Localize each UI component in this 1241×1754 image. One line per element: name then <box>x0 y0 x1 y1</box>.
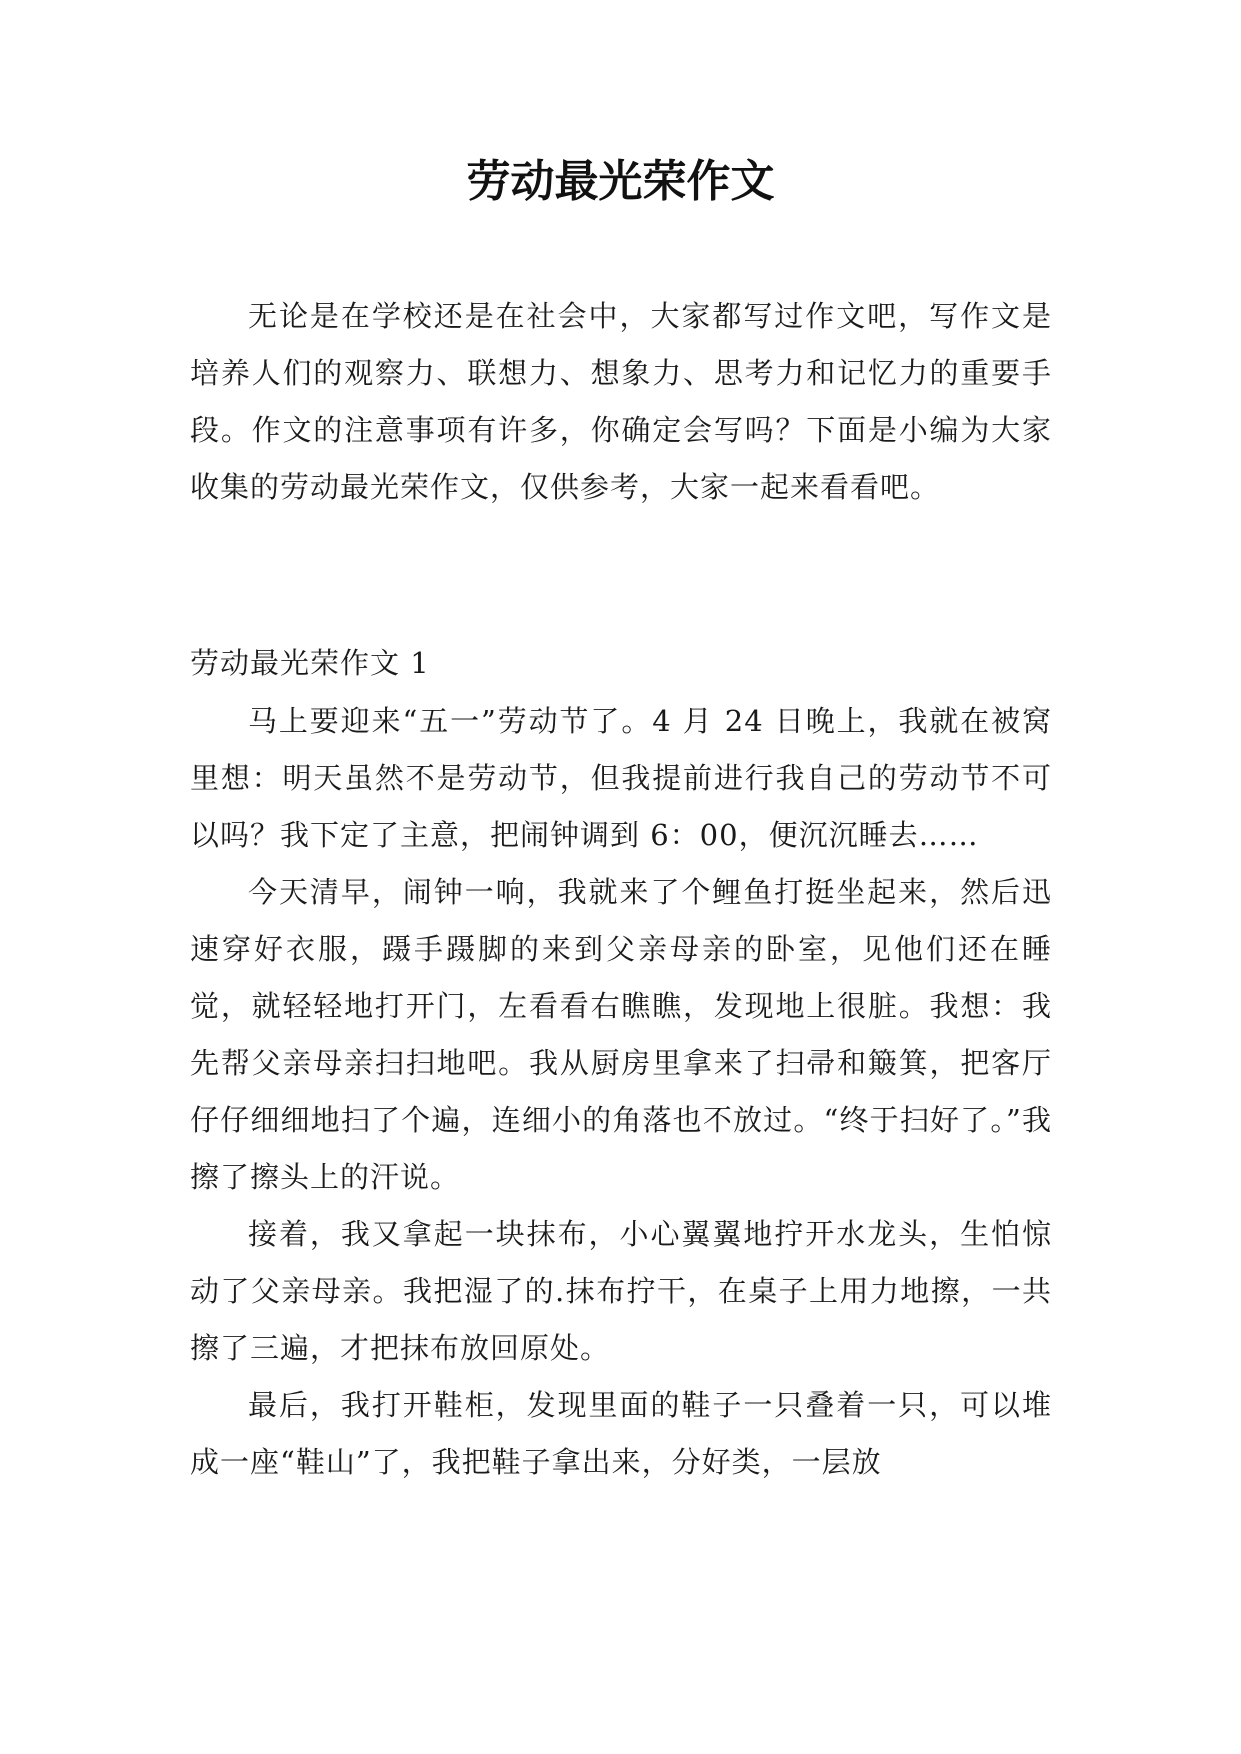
intro-block <box>190 288 1052 516</box>
section-heading: 劳动最光荣作文 1 <box>190 646 430 680</box>
essay-paragraph: 马上要迎来“五一”劳动节了。4 月 24 日晚上，我就在被窝里想：明天虽然不是劳动节，但我提前进行我自己的劳动节不可以吗？我下定了主意，把闹钟调到 6：00，便沉沉睡去…… <box>190 704 1052 852</box>
essay-paragraph: 最后，我打开鞋柜，发现里面的鞋子一只叠着一只，可以堆成一座“鞋山”了，我把鞋子拿出来，分好类，一层放 <box>190 1388 1052 1479</box>
essay-paragraph: 今天清早，闹钟一响，我就来了个鲤鱼打挺坐起来，然后迅速穿好衣服，蹑手蹑脚的来到父亲母亲的卧室，见他们还在睡觉，就轻轻地打开门，左看看右瞧瞧，发现地上很脏。我想：我先帮父亲母亲扫扫地吧。我从厨房里拿来了扫帚和簸箕，把客厅仔仔细细地扫了个遍，连细小的角落也不放过。“终于扫好了。”我擦了擦头上的汗说。 <box>190 875 1052 1194</box>
essay-paragraph: 接着，我又拿起一块抹布，小心翼翼地拧开水龙头，生怕惊动了父亲母亲。我把湿了的.抹布拧干，在桌子上用力地擦，一共擦了三遍，才把抹布放回原处。 <box>190 1217 1052 1365</box>
intro-paragraph: 无论是在学校还是在社会中，大家都写过作文吧，写作文是培养人们的观察力、联想力、想象力、思考力和记忆力的重要手段。作文的注意事项有许多，你确定会写吗？下面是小编为大家收集的劳动最光荣作文，仅供参考，大家一起来看看吧。 <box>190 299 1052 504</box>
essay-section <box>190 633 1052 1491</box>
page-title: 劳动最光荣作文 <box>466 156 775 207</box>
